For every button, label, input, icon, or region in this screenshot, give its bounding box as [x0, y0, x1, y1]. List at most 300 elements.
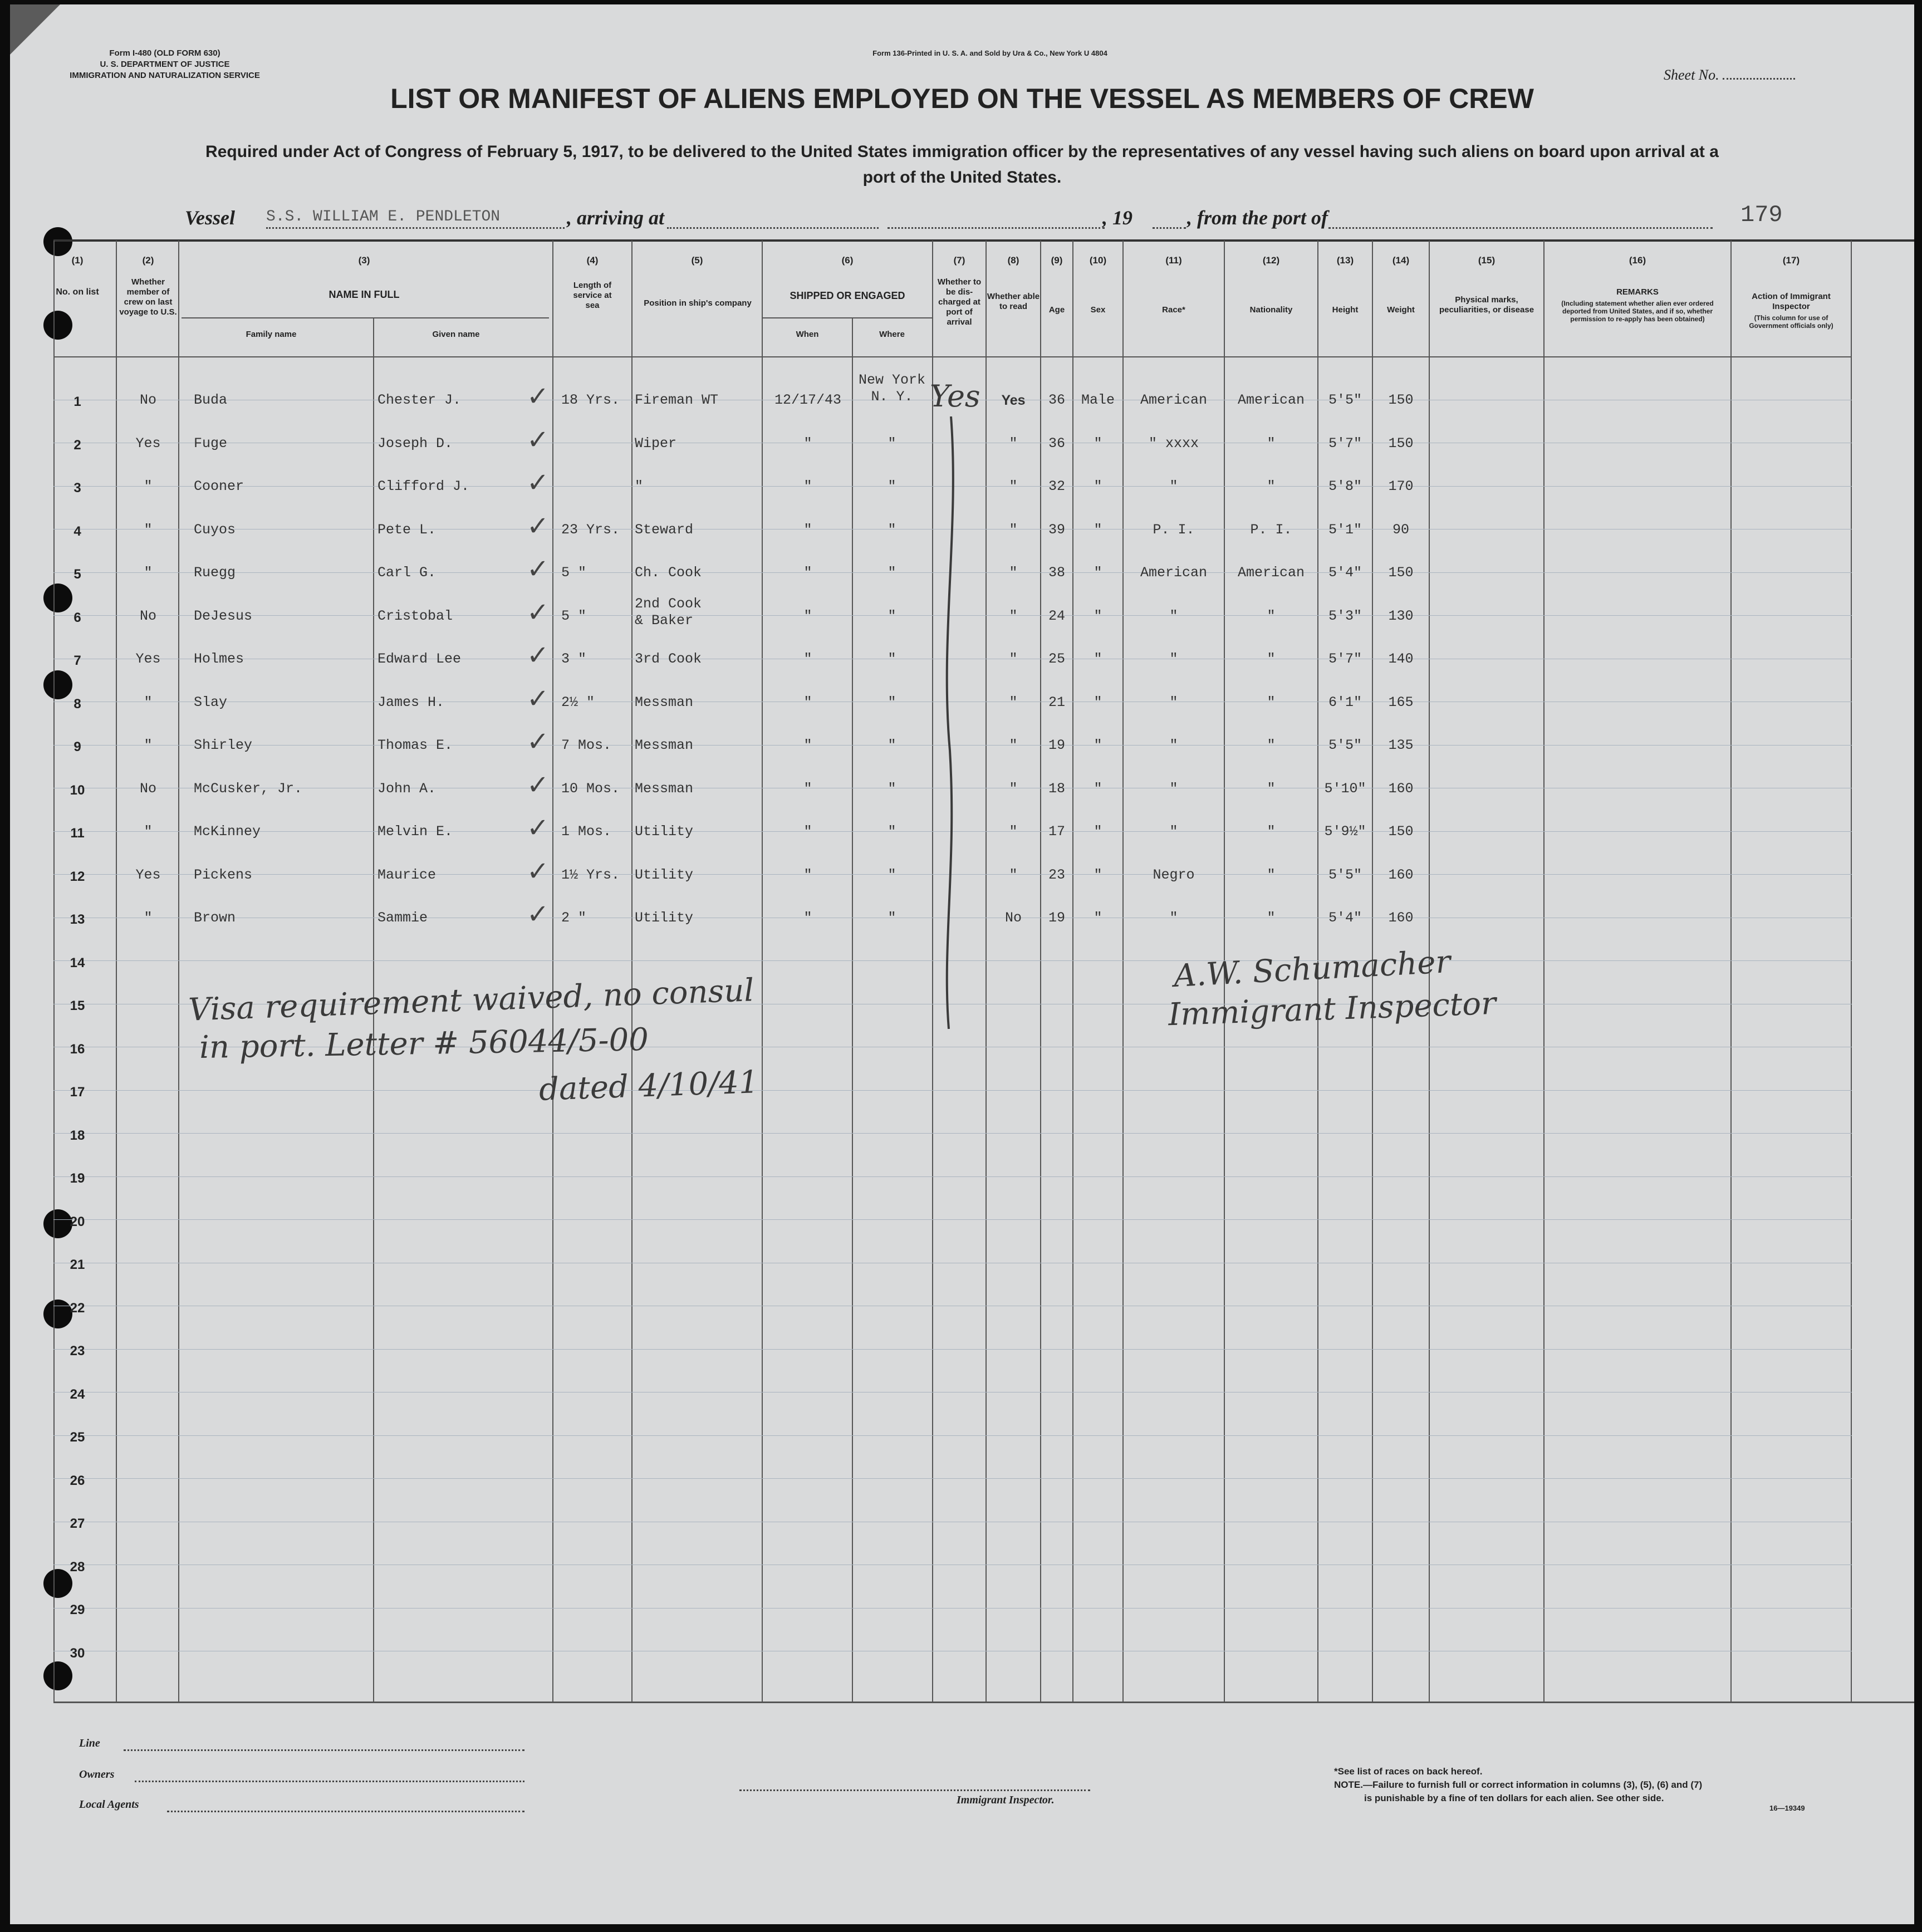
nationality: " [1267, 823, 1276, 840]
given-name: Chester J. [377, 392, 462, 408]
length-of-service: 2 " [561, 910, 587, 926]
weight: 160 [1388, 867, 1414, 883]
age: 36 [1048, 392, 1065, 408]
crew-last-voyage: " [144, 694, 153, 710]
nationality: " [1267, 435, 1276, 452]
inspector-signature-title: Immigrant Inspector [1168, 985, 1497, 1033]
column-divider [985, 241, 987, 1701]
position: Wiper [635, 435, 677, 452]
col-num-10: (10) [1089, 255, 1107, 266]
col-label-14: Weight [1387, 305, 1415, 315]
position: Messman [635, 694, 694, 710]
shipped-where: " [888, 522, 896, 538]
shipped-when: " [803, 694, 812, 710]
row-rule [53, 1133, 1852, 1134]
weight: 150 [1388, 435, 1414, 452]
weight: 135 [1388, 737, 1414, 753]
shipped-where: " [888, 737, 896, 753]
able-to-read: " [1009, 522, 1018, 538]
age: 38 [1048, 565, 1065, 581]
row-number: 24 [70, 1387, 85, 1402]
crew-last-voyage: " [144, 910, 153, 926]
given-name: Clifford J. [377, 478, 470, 494]
nationality: " [1267, 694, 1276, 710]
check-mark-icon: ✓ [527, 726, 550, 757]
row-number: 2 [73, 438, 81, 453]
sex: " [1094, 823, 1102, 840]
weight: 170 [1388, 478, 1414, 494]
row-number: 27 [70, 1516, 85, 1531]
row-number: 7 [73, 653, 81, 668]
department: U. S. DEPARTMENT OF JUSTICE [100, 60, 230, 69]
document-subtitle: Required under Act of Congress of February 5, 1917, to be delivered to the United States immigration officer by the representatives of any vessel having such aliens on board upon arrival at a port of the United States. [205, 143, 1719, 187]
form-code: 16—19349 [1769, 1804, 1805, 1812]
sex: " [1094, 565, 1102, 581]
column-divider [1122, 241, 1124, 1701]
check-mark-icon: ✓ [527, 381, 550, 412]
col-num-15: (15) [1478, 255, 1496, 266]
weight: 130 [1388, 608, 1414, 624]
able-to-read: " [1009, 608, 1018, 624]
length-of-service: 1½ Yrs. [561, 867, 620, 883]
sex: " [1094, 478, 1102, 494]
age: 24 [1048, 608, 1065, 624]
row-rule [53, 1435, 1852, 1436]
weight: 150 [1388, 392, 1414, 408]
given-name: Joseph D. [377, 435, 453, 452]
row-number: 29 [70, 1602, 85, 1617]
manifest-sheet [10, 4, 1914, 1924]
able-to-read: " [1009, 867, 1018, 883]
check-mark-icon: ✓ [527, 640, 550, 671]
races-footnote: *See list of races on back hereof. [1334, 1766, 1483, 1777]
age: 19 [1048, 737, 1065, 753]
handwritten-note-line-3: dated 4/10/41 [538, 1064, 759, 1108]
row-number: 23 [70, 1343, 85, 1359]
folded-corner [10, 4, 60, 55]
length-of-service: 5 " [561, 565, 587, 581]
col-label-9: Age [1048, 305, 1065, 315]
column-divider [631, 241, 633, 1701]
footer-notes [1334, 1765, 1702, 1805]
year-label: , 19 [1102, 207, 1132, 229]
given-name: Melvin E. [377, 823, 453, 840]
height: 6'1" [1328, 694, 1362, 710]
col-num-1: (1) [71, 255, 84, 266]
race: Negro [1153, 867, 1195, 883]
crew-last-voyage: " [144, 565, 153, 581]
check-mark-icon: ✓ [527, 683, 550, 714]
fine-note-1: NOTE.—Failure to furnish full or correct information in columns (3), (5), (6) and (7) [1334, 1779, 1703, 1790]
col-sub-when: When [796, 330, 819, 339]
col-label-11: Race* [1162, 305, 1185, 315]
able-to-read: " [1009, 737, 1018, 753]
col-num-8: (8) [1007, 255, 1019, 266]
row-rule [53, 1478, 1852, 1479]
age: 25 [1048, 651, 1065, 667]
family-name: Pickens [194, 867, 253, 883]
col-label-16: REMARKS [1616, 287, 1659, 297]
crew-last-voyage: Yes [135, 435, 161, 452]
col-num-5: (5) [691, 255, 703, 266]
row-number: 5 [73, 567, 81, 582]
able-to-read: " [1009, 651, 1018, 667]
crew-last-voyage: " [144, 823, 153, 840]
weight: 90 [1392, 522, 1409, 538]
row-number: 10 [70, 783, 85, 798]
height: 5'10" [1324, 781, 1366, 797]
row-number: 13 [70, 912, 85, 927]
shipped-where: " [888, 608, 896, 624]
column-divider [1040, 241, 1041, 1701]
position: " [635, 478, 644, 494]
crew-last-voyage: Yes [135, 867, 161, 883]
race: " xxxx [1148, 435, 1199, 452]
given-name: Edward Lee [377, 651, 462, 667]
weight: 150 [1388, 565, 1414, 581]
col-num-12: (12) [1262, 255, 1280, 266]
position: Messman [635, 781, 694, 797]
vessel-name: S.S. WILLIAM E. PENDLETON [266, 208, 501, 225]
family-name: McKinney [194, 823, 261, 840]
nationality: " [1267, 867, 1276, 883]
row-number: 14 [70, 955, 85, 970]
age: 32 [1048, 478, 1065, 494]
weight: 160 [1388, 781, 1414, 797]
check-mark-icon: ✓ [527, 553, 550, 585]
inspector-signature: A.W. Schumacher [1173, 944, 1452, 994]
age: 36 [1048, 435, 1065, 452]
row-rule [53, 1608, 1852, 1609]
col-label-15: Physical marks, peculiarities, or disease [1439, 295, 1534, 315]
race: " [1169, 781, 1178, 797]
length-of-service: 5 " [561, 608, 587, 624]
check-mark-icon: ✓ [527, 597, 550, 628]
col-label-4: Length of service at sea [573, 281, 612, 310]
binder-hole [43, 583, 72, 612]
family-name: McCusker, Jr. [194, 781, 303, 797]
col-label-8: Whether able to read [987, 292, 1040, 311]
height: 5'9½" [1324, 823, 1366, 840]
sex: " [1094, 737, 1102, 753]
arriving-label: , arriving at [567, 207, 665, 229]
shipped-when: " [803, 867, 812, 883]
position: Steward [635, 522, 694, 538]
col-num-14: (14) [1392, 255, 1410, 266]
binder-hole [43, 1661, 72, 1690]
position: Utility [635, 867, 694, 883]
row-number: 9 [73, 739, 81, 754]
col-label-7: Whether to be dis- charged at port of arrival [937, 277, 982, 327]
col-label-6: SHIPPED OR ENGAGED [790, 290, 905, 301]
row-number: 8 [73, 697, 81, 712]
binder-hole [43, 670, 72, 699]
shipped-where: " [888, 781, 896, 797]
height: 5'5" [1328, 867, 1362, 883]
nationality: " [1267, 478, 1276, 494]
column-divider [178, 241, 179, 1701]
position: Fireman WT [635, 392, 719, 408]
able-to-read: " [1009, 823, 1018, 840]
position: Utility [635, 910, 694, 926]
shipped-when: " [803, 435, 812, 452]
sex: " [1094, 608, 1102, 624]
col-num-3: (3) [358, 255, 370, 266]
family-name: Brown [194, 910, 236, 926]
shipped-when: 12/17/43 [774, 392, 842, 408]
position: Messman [635, 737, 694, 753]
col-num-7: (7) [953, 255, 965, 266]
nationality: " [1267, 910, 1276, 926]
binder-hole [43, 227, 72, 256]
binder-hole [43, 311, 72, 340]
col-label-13: Height [1332, 305, 1359, 315]
printer-line: Form 136-Printed in U. S. A. and Sold by Ura & Co., New York U 4804 [872, 49, 1107, 57]
race: " [1169, 694, 1178, 710]
col-num-13: (13) [1336, 255, 1354, 266]
family-name: Cuyos [194, 522, 236, 538]
shipped-where: New York N. Y. [858, 372, 926, 405]
immigrant-inspector-label: Immigrant Inspector. [957, 1794, 1055, 1806]
fine-note-2: is punishable by a fine of ten dollars for each alien. See other side. [1364, 1793, 1664, 1803]
shipped-where: " [888, 565, 896, 581]
shipped-when: " [803, 608, 812, 624]
age: 23 [1048, 867, 1065, 883]
height: 5'7" [1328, 651, 1362, 667]
handwritten-note-line-2: in port. Letter # 56044/5-00 [199, 1021, 649, 1066]
discharged-yes-handwritten: Yes [930, 379, 980, 414]
document-title: LIST OR MANIFEST OF ALIENS EMPLOYED ON THE VESSEL AS MEMBERS OF CREW [390, 83, 1534, 114]
weight: 140 [1388, 651, 1414, 667]
col-num-16: (16) [1629, 255, 1646, 266]
age: 21 [1048, 694, 1065, 710]
family-name: Ruegg [194, 565, 236, 581]
row-rule [53, 1219, 1852, 1220]
shipped-when: " [803, 522, 812, 538]
weight: 160 [1388, 910, 1414, 926]
position: Utility [635, 823, 694, 840]
check-mark-icon: ✓ [527, 899, 550, 930]
height: 5'5" [1328, 392, 1362, 408]
column-divider [1730, 241, 1732, 1701]
nationality: " [1267, 781, 1276, 797]
length-of-service: 18 Yrs. [561, 392, 620, 408]
length-of-service: 1 Mos. [561, 823, 612, 840]
shipped-where: " [888, 694, 896, 710]
length-of-service: 10 Mos. [561, 781, 620, 797]
row-number: 28 [70, 1560, 85, 1575]
sex: " [1094, 651, 1102, 667]
race: " [1169, 737, 1178, 753]
height: 5'5" [1328, 737, 1362, 753]
crew-last-voyage: No [139, 392, 156, 408]
port-label: , from the port of [1187, 207, 1328, 229]
nationality: " [1267, 651, 1276, 667]
crew-last-voyage: " [144, 522, 153, 538]
able-to-read: " [1009, 478, 1018, 494]
race: " [1169, 608, 1178, 624]
able-to-read: Yes [1001, 393, 1026, 408]
col-label-2: Whether member of crew on last voyage to U.S. [119, 277, 177, 317]
age: 18 [1048, 781, 1065, 797]
given-name: Thomas E. [377, 737, 453, 753]
family-name: Slay [194, 694, 228, 710]
row-number: 21 [70, 1257, 85, 1272]
sex: " [1094, 522, 1102, 538]
length-of-service: 3 " [561, 651, 587, 667]
col-sub-where: Where [879, 330, 905, 339]
check-mark-icon: ✓ [527, 769, 550, 801]
shipped-where: " [888, 823, 896, 840]
row-number: 17 [70, 1085, 85, 1100]
vessel-label: Vessel [185, 207, 235, 229]
race: American [1140, 565, 1208, 581]
col-label-5: Position in ship's company [644, 298, 752, 308]
sex: " [1094, 435, 1102, 452]
form-header [48, 48, 282, 81]
family-name: Cooner [194, 478, 244, 494]
check-mark-icon: ✓ [527, 467, 550, 498]
sex: " [1094, 867, 1102, 883]
given-name: James H. [377, 694, 445, 710]
shipped-when: " [803, 910, 812, 926]
row-rule [53, 1090, 1852, 1091]
row-number: 11 [70, 826, 85, 841]
column-divider [116, 241, 117, 1701]
family-name: Shirley [194, 737, 253, 753]
race: " [1169, 823, 1178, 840]
shipped-where: " [888, 910, 896, 926]
shipped-when: " [803, 781, 812, 797]
length-of-service: 23 Yrs. [561, 522, 620, 538]
row-number: 25 [70, 1430, 85, 1445]
position: 3rd Cook [635, 651, 702, 667]
given-name: Cristobal [377, 608, 453, 624]
crew-last-voyage: " [144, 737, 153, 753]
length-of-service: 2½ " [561, 694, 595, 710]
position: Ch. Cook [635, 565, 702, 581]
row-rule [53, 1349, 1852, 1350]
height: 5'1" [1328, 522, 1362, 538]
crew-last-voyage: Yes [135, 651, 161, 667]
age: 19 [1048, 910, 1065, 926]
sex: " [1094, 910, 1102, 926]
row-number: 3 [73, 480, 81, 496]
check-mark-icon: ✓ [527, 511, 550, 542]
row-number: 1 [73, 394, 81, 409]
col-label-10: Sex [1090, 305, 1106, 315]
row-rule [53, 1176, 1852, 1177]
nationality: " [1267, 608, 1276, 624]
shipped-where: " [888, 478, 896, 494]
length-of-service: 7 Mos. [561, 737, 612, 753]
handwritten-note-line-1: Visa requirement waived, no consul [188, 972, 755, 1028]
col-num-2: (2) [142, 255, 154, 266]
check-mark-icon: ✓ [527, 812, 550, 844]
shipped-when: " [803, 737, 812, 753]
col-sub-given: Given name [432, 330, 480, 339]
sheet-no-label: Sheet No. [1664, 67, 1795, 84]
crew-last-voyage: " [144, 478, 153, 494]
check-mark-icon: ✓ [527, 424, 550, 455]
col-label-12: Nationality [1249, 305, 1293, 315]
race: " [1169, 651, 1178, 667]
col-label-17: Action of Immigrant Inspector [1752, 292, 1831, 311]
row-number: 6 [73, 610, 81, 625]
column-divider [1851, 241, 1852, 1701]
row-number: 30 [70, 1646, 85, 1661]
age: 39 [1048, 522, 1065, 538]
able-to-read: " [1009, 435, 1018, 452]
race: " [1169, 478, 1178, 494]
service: IMMIGRATION AND NATURALIZATION SERVICE [70, 71, 260, 80]
local-agents-label: Local Agents [79, 1798, 139, 1811]
column-divider [762, 241, 763, 1701]
ditto-vertical-stroke [934, 416, 973, 1034]
row-number: 4 [73, 524, 81, 539]
race: P. I. [1153, 522, 1195, 538]
col-num-9: (9) [1051, 255, 1063, 266]
nationality: American [1237, 392, 1305, 408]
shipped-where: " [888, 867, 896, 883]
page-number: 179 [1740, 202, 1783, 228]
column-divider [932, 241, 933, 1701]
shipped-when: " [803, 565, 812, 581]
sex: Male [1081, 392, 1115, 408]
position: 2nd Cook & Baker [635, 596, 702, 629]
weight: 165 [1388, 694, 1414, 710]
race: " [1169, 910, 1178, 926]
row-number: 26 [70, 1473, 85, 1488]
row-number: 15 [70, 998, 85, 1013]
given-name: Sammie [377, 910, 428, 926]
race: American [1140, 392, 1208, 408]
given-name: Maurice [377, 867, 437, 883]
sex: " [1094, 781, 1102, 797]
col-num-4: (4) [586, 255, 599, 266]
able-to-read: " [1009, 694, 1018, 710]
given-name: John A. [377, 781, 437, 797]
able-to-read: " [1009, 781, 1018, 797]
shipped-when: " [803, 823, 812, 840]
nationality: " [1267, 737, 1276, 753]
weight: 150 [1388, 823, 1414, 840]
shipped-when: " [803, 651, 812, 667]
row-number: 19 [70, 1171, 85, 1186]
col-num-11: (11) [1165, 255, 1182, 266]
given-name: Carl G. [377, 565, 437, 581]
column-divider [1543, 241, 1545, 1701]
row-number: 16 [70, 1042, 85, 1057]
height: 5'8" [1328, 478, 1362, 494]
family-name: Buda [194, 392, 228, 408]
nationality: P. I. [1250, 522, 1292, 538]
able-to-read: " [1009, 565, 1018, 581]
column-divider [1072, 241, 1073, 1701]
col-note-16: (Including statement whether alien ever ordered deported from United States, and if so, whether permission to re-apply has been obtained) [1561, 300, 1714, 323]
height: 5'3" [1328, 608, 1362, 624]
family-name: Fuge [194, 435, 228, 452]
row-number: 22 [70, 1301, 85, 1316]
line-label: Line [79, 1737, 100, 1749]
row-number: 20 [70, 1214, 85, 1229]
col-sub-family: Family name [246, 330, 297, 339]
age: 17 [1048, 823, 1065, 840]
col-num-17: (17) [1782, 255, 1800, 266]
given-name: Pete L. [377, 522, 437, 538]
shipped-where: " [888, 651, 896, 667]
height: 5'4" [1328, 910, 1362, 926]
